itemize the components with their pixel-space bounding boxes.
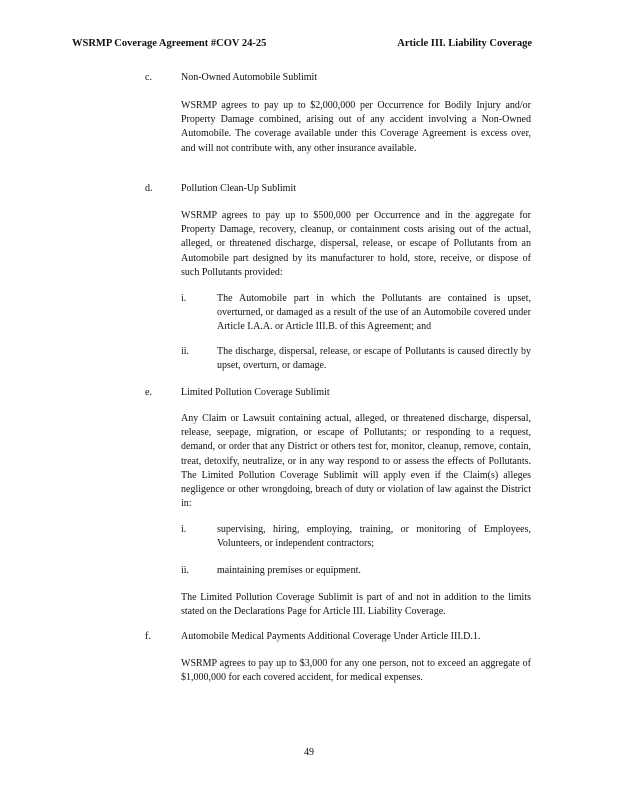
subitem-number: i. <box>181 293 187 304</box>
section-title: Pollution Clean-Up Sublimit <box>181 183 297 194</box>
page-number: 49 <box>304 747 314 758</box>
section-title: Automobile Medical Payments Additional Coverage Under Article III.D.1. <box>181 631 481 642</box>
section-letter: d. <box>145 183 153 194</box>
section-letter: e. <box>145 387 152 398</box>
subitem-number: ii. <box>181 346 190 357</box>
section-e-paragraph: Any Claim or Lawsuit containing actual, alleged, or threatened discharge, dispersal, release, seepage, migration, or escape of Pollutants; or responding to a request, demand, or order that any District or others test for, monitor, cleanup, remove, contain, treat, detoxify, neutralize, or in any way respond to or assess the effects of Pollutants. The Limited Pollution Coverage Sublimit will apply even if the Claim(s) alleges negligence or other wrongdoing, breach of duty or violation of law against the District in: <box>181 413 531 510</box>
header-right: Article III. Liability Coverage <box>397 38 532 49</box>
section-c-paragraph: WSRMP agrees to pay up to $2,000,000 per Occurrence for Bodily Injury and/or Property Damage combined, arising out of any accident involving a Non-Owned Automobile. The coverage available under this Coverage Agreement is excess over, and will not contribute with, any other insurance available. <box>181 100 531 154</box>
subitem-text: The discharge, dispersal, release, or escape of Pollutants is caused directly by upset, overturn, or damage. <box>217 346 531 372</box>
section-f-paragraph: WSRMP agrees to pay up to $3,000 for any one person, not to exceed an aggregate of $1,000,000 for each covered accident, for medical expenses. <box>181 658 531 684</box>
subitem-text: maintaining premises or equipment. <box>217 565 361 576</box>
section-letter: f. <box>145 631 151 642</box>
section-letter: c. <box>145 72 152 83</box>
section-e-closing: The Limited Pollution Coverage Sublimit is part of and not in addition to the limits stated on the Declarations Page for Article III. Liability Coverage. <box>181 592 531 618</box>
header-left: WSRMP Coverage Agreement #COV 24-25 <box>72 38 267 49</box>
section-title: Limited Pollution Coverage Sublimit <box>181 387 330 398</box>
subitem-number: ii. <box>181 565 190 576</box>
subitem-number: i. <box>181 524 187 535</box>
subitem-text: supervising, hiring, employing, training, or monitoring of Employees, Volunteers, or independent contractors; <box>217 524 531 550</box>
section-title: Non-Owned Automobile Sublimit <box>181 72 318 83</box>
subitem-text: The Automobile part in which the Pollutants are contained is upset, overturned, or damaged as a result of the use of an Automobile covered under Article I.A.A. or Article III.B. of this Agreement; and <box>217 293 531 333</box>
section-d-paragraph: WSRMP agrees to pay up to $500,000 per Occurrence and in the aggregate for Property Damage, recovery, cleanup, or containment costs arising out of the actual, alleged, or threatened discharge, dispersal, release, or escape of Pollutants from an Automobile part designed by its manufacturer to hold, store, receive, or dispose of such Pollutants provided: <box>181 210 531 278</box>
